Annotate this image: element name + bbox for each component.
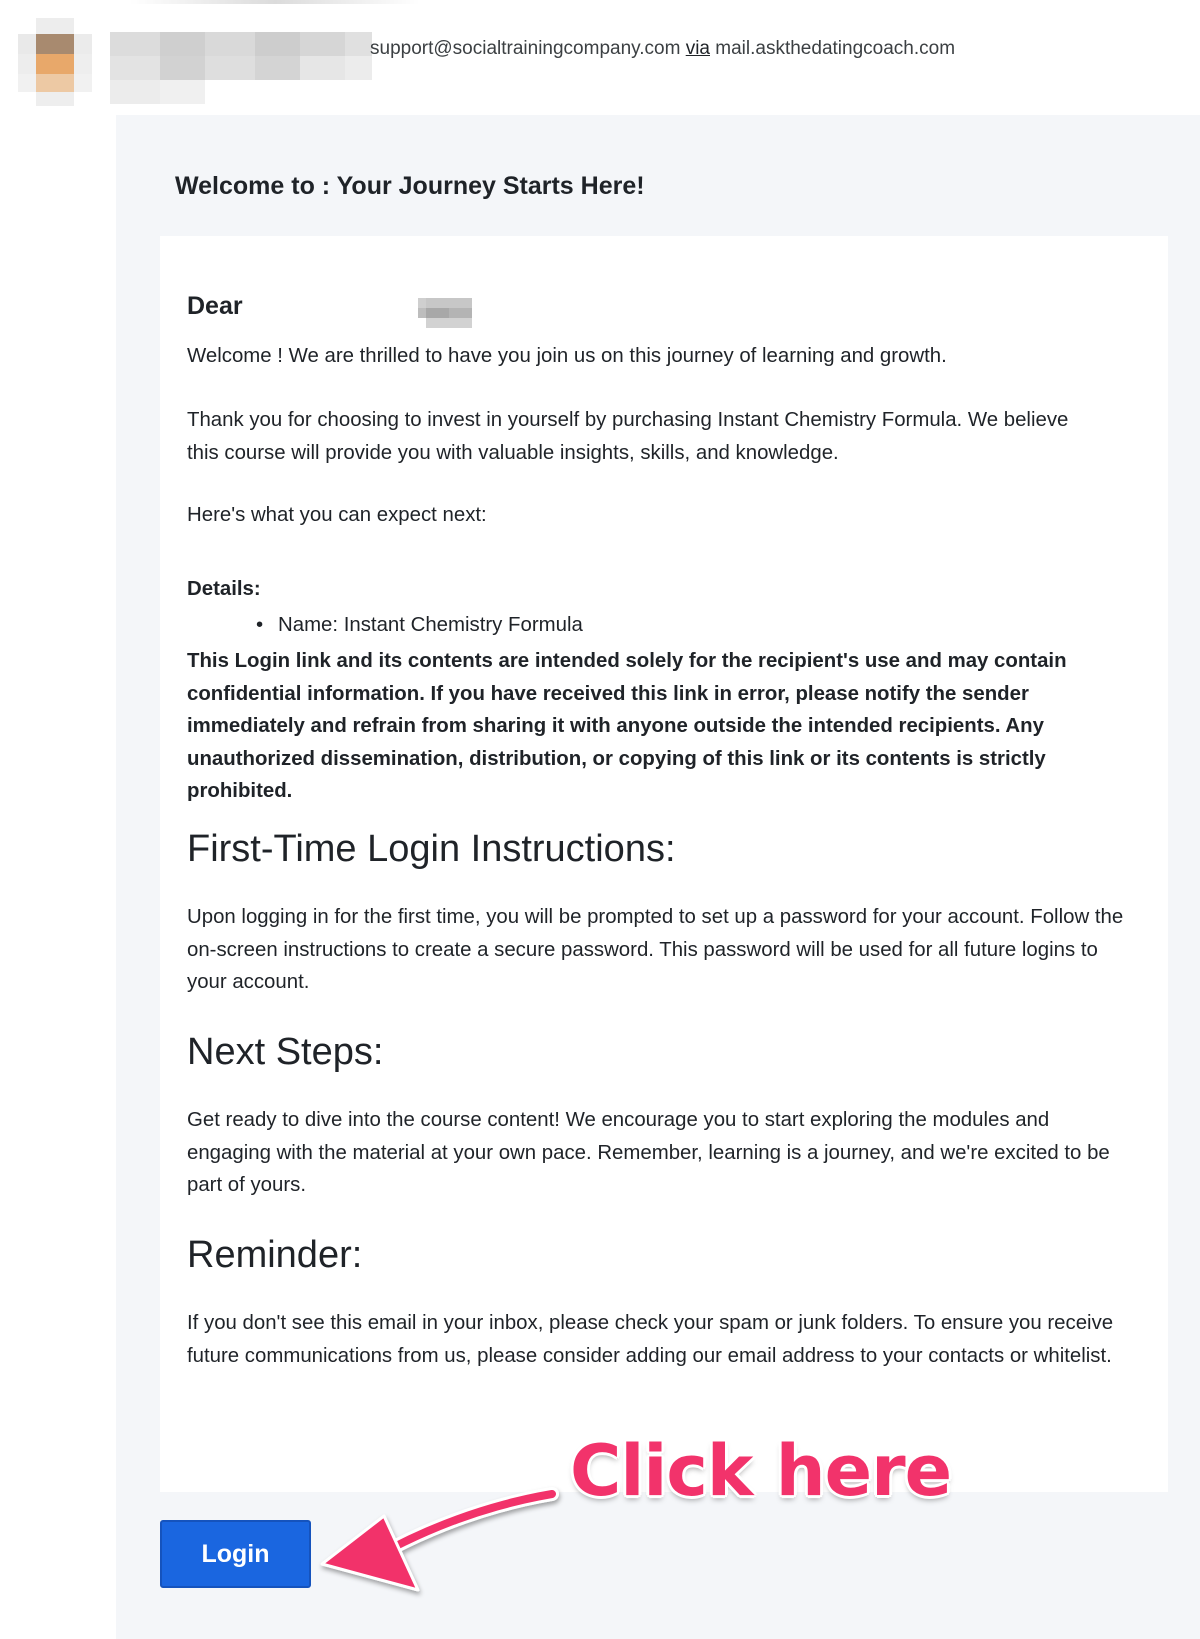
details-label: Details: [187,578,261,600]
sender-avatar[interactable] [18,18,92,106]
recipient-name-redacted [418,298,488,326]
email-title: Welcome to : Your Journey Starts Here! [175,172,645,200]
intro-paragraph: Welcome ! We are thrilled to have you join us on this journey of learning and growth. [187,345,947,367]
sender-name-redacted [110,32,372,104]
greeting: Dear [187,292,243,320]
next-steps-paragraph: Get ready to dive into the course content! We encourage you to start exploring the modules and engaging with the material at your own pace. Remember, learning is a journey, and we're excited to be part of yours. [187,1109,1110,1196]
sender-email[interactable]: support@socialtrainingcompany.com [370,38,681,59]
expect-next-paragraph: Here's what you can expect next: [187,504,487,526]
login-instructions-paragraph: Upon logging in for the first time, you will be prompted to set up a password for your account. Follow the on-screen instructions to create a secure password. This password will be used for all future logins to your account. [187,906,1124,993]
reminder-paragraph: If you don't see this email in your inbox, please check your spam or junk folders. To ensure you receive future communications from us, please consider adding our email address to your contacts or whitelist. [187,1312,1114,1367]
annotation-click-here: Click here [570,1430,952,1512]
thanks-paragraph: Thank you for choosing to invest in yourself by purchasing Instant Chemistry Formula. We believe this course will provide you with valuable insights, skills, and knowledge. [187,409,1069,464]
section-heading-next-steps: Next Steps: [187,1031,384,1073]
relay-domain: mail.askthedatingcoach.com [715,38,956,59]
annotation-arrow-icon [320,1470,560,1620]
disclaimer-paragraph: This Login link and its contents are intended solely for the recipient's use and may contain confidential information. If you have received this link in error, please notify the sender immediately and refrain from sharing it with anyone outside the intended recipients. Any unauthorized dissemination, distribution, or copying of this link or its contents is strictly prohibited. [187,650,1067,802]
details-item: • Name: Instant Chemistry Formula [187,609,583,641]
email-header [0,0,1200,115]
details-list [187,609,583,641]
section-heading-reminder: Reminder: [187,1234,363,1276]
email-card [160,236,1168,1492]
top-divider [130,0,420,4]
section-heading-login-instructions: First-Time Login Instructions: [187,828,676,870]
sender-line [370,38,955,60]
login-button[interactable]: Login [160,1520,311,1588]
via-link[interactable]: via [685,38,710,59]
